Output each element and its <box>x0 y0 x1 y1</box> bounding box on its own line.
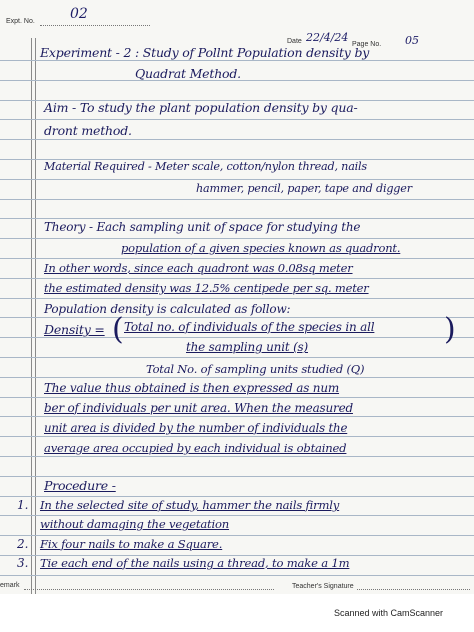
material-line-2: hammer, pencil, paper, tape and digger <box>196 182 412 195</box>
ruled-line <box>0 258 474 259</box>
step-number-1: 1. <box>17 498 29 512</box>
density-label: Density = <box>44 322 105 337</box>
ruled-line <box>0 238 474 239</box>
ruled-line <box>0 416 474 417</box>
expt-no-value: 02 <box>70 6 88 22</box>
formula-denominator: Total No. of sampling units studied (Q) <box>146 362 365 376</box>
theory-line-8: unit area is divided by the number of individuals the <box>44 421 348 435</box>
theory-line-7: ber of individuals per unit area. When the measured <box>44 401 353 415</box>
ruled-line <box>0 377 474 378</box>
procedure-step-3: Tie each end of the nails using a thread, to make a 1m <box>40 556 350 570</box>
theory-line-6: The value thus obtained is then expressed as num <box>44 381 340 395</box>
theory-line-3: In other words, since each quadront was 0.08sq meter <box>44 261 353 275</box>
theory-line-4: the estimated density was 12.5% centipede per sq. meter <box>44 281 369 295</box>
ruled-line <box>0 357 474 358</box>
aim-line-1: Aim - To study the plant population density by qua- <box>44 100 358 115</box>
ruled-line <box>0 397 474 398</box>
formula-numerator-2: the sampling unit (s) <box>186 340 308 354</box>
ruled-line <box>0 337 474 338</box>
page-footer <box>0 576 474 594</box>
page-no-label: Page No. <box>352 41 382 48</box>
ruled-line <box>0 317 474 318</box>
page-no-value: 05 <box>405 34 419 47</box>
signature-label: Teacher's Signature <box>292 583 354 590</box>
ruled-line <box>0 60 474 61</box>
ruled-line <box>0 476 474 477</box>
theory-line-9: average area occupied by each individual is obtained <box>44 441 347 455</box>
ruled-line <box>0 139 474 140</box>
formula-open-brace: ( <box>112 312 124 347</box>
expt-no-line <box>40 25 150 26</box>
date-label: Date <box>287 38 302 45</box>
procedure-step-1b: without damaging the vegetation <box>40 517 230 531</box>
ruled-line <box>0 179 474 180</box>
margin-line-left <box>31 38 32 594</box>
theory-line-5: Population density is calculated as follow: <box>44 302 291 316</box>
aim-line-2: dront method. <box>44 123 132 138</box>
theory-line-1: Theory - Each sampling unit of space for studying the <box>44 220 361 234</box>
step-number-2: 2. <box>17 537 29 551</box>
ruled-line <box>0 119 474 120</box>
expt-no-label: Expt. No. <box>6 18 35 25</box>
date-value: 22/4/24 <box>306 31 349 44</box>
ruled-line <box>0 278 474 279</box>
ruled-line <box>0 456 474 457</box>
material-line-1: Material Required - Meter scale, cotton/nylon thread, nails <box>44 160 367 173</box>
procedure-step-2: Fix four nails to make a Square. <box>40 537 223 551</box>
ruled-line <box>0 496 474 497</box>
ruled-line <box>0 436 474 437</box>
theory-line-2: population of a given species known as quadront. <box>121 241 401 255</box>
remark-line <box>24 589 274 590</box>
experiment-title-cont: Quadrat Method. <box>135 66 241 81</box>
procedure-step-1a: In the selected site of study, hammer the nails firmly <box>40 498 340 512</box>
ruled-line <box>0 199 474 200</box>
formula-numerator-1: Total no. of individuals of the species in all <box>124 320 375 334</box>
step-number-3: 3. <box>17 556 29 570</box>
experiment-title: Experiment - 2 : Study of Pollnt Population density by <box>40 45 370 60</box>
formula-close-brace: ) <box>444 312 456 347</box>
page-header <box>0 0 474 48</box>
remark-label: emark <box>0 582 20 589</box>
procedure-heading: Procedure - <box>44 478 116 493</box>
margin-line-right <box>35 38 36 594</box>
ruled-line <box>0 298 474 299</box>
camscanner-watermark: Scanned with CamScanner <box>334 608 444 618</box>
